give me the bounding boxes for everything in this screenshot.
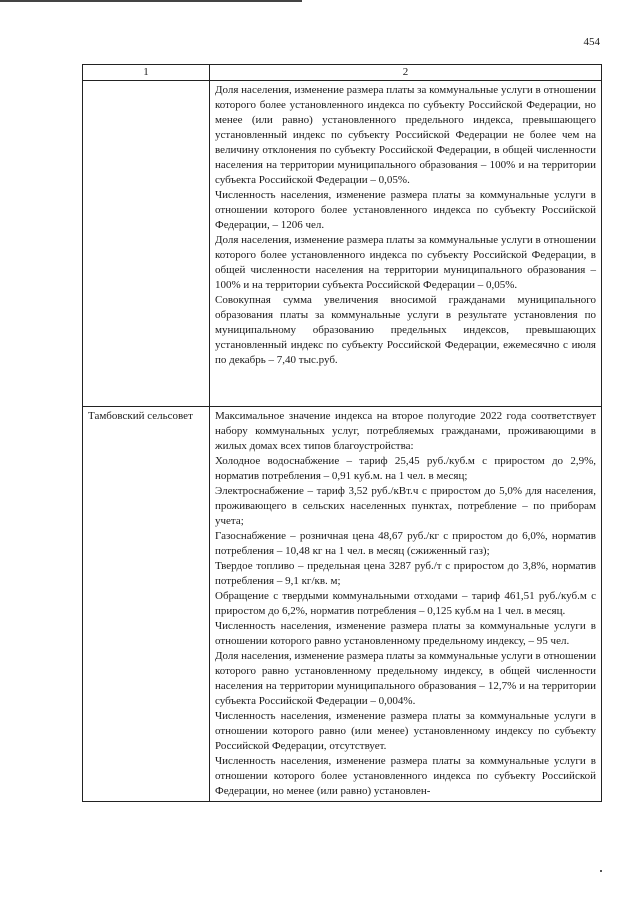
description-cell xyxy=(210,81,602,407)
paragraph: Доля населения, изменение размера платы за коммунальные услуги в отношении которого равно установленному предельному индексу, в общей численности населения на территории муниципального образования – 12,7% и на территории субъекта Российской Федерации – 0,004%. xyxy=(215,650,596,707)
paragraph: Доля населения, изменение размера платы за коммунальные услуги в отношении которого более установленного индекса по субъекту Российской Федерации, в общей численности населения на территории муниципального образования – 100% и на территории субъекта Российской Федерации – 0,05%. xyxy=(215,234,596,291)
column-header-2: 2 xyxy=(210,65,602,81)
top-rule xyxy=(0,0,302,2)
table-row xyxy=(83,81,602,407)
paragraph: Доля населения, изменение размера платы за коммунальные услуги в отношении которого более установленного индекса по субъекту Российской Федерации, но менее (или равно) установленного предельного индекса, превышающего установленный индекс по субъекту Российской Федерации не более чем на величину отклонения по субъекту Российской Федерации, в общей численности населения на территории муниципального образования – 100% и на территории субъекта Российской Федерации – 0,05%. xyxy=(215,84,596,186)
paragraph: Обращение с твердыми коммунальными отходами – тариф 461,51 руб./куб.м с приростом до 6,2%, норматив потребления – 0,125 куб.м на 1 чел. в месяц. xyxy=(215,590,596,617)
paragraph: Совокупная сумма увеличения вносимой гражданами муниципального образования платы за коммунальные услуги в результате установления по муниципальному образованию предельных индексов, превышающих установленный индекс по субъекту Российской Федерации, ежемесячно с июля по декабрь – 7,40 тыс.руб. xyxy=(215,294,596,366)
paragraph: Максимальное значение индекса на второе полугодие 2022 года соответствует набору коммунальных услуг, потребляемых гражданами, проживающими в жилых домах всех типов благоустройства: xyxy=(215,410,596,452)
paragraph: Твердое топливо – предельная цена 3287 руб./т с приростом до 3,8%, норматив потребления – 9,1 кг/кв. м; xyxy=(215,560,596,587)
data-table xyxy=(82,64,602,802)
table-row xyxy=(83,407,602,802)
paragraph: Численность населения, изменение размера платы за коммунальные услуги в отношении которого более установленного индекса по субъекту Российской Федерации, – 1206 чел. xyxy=(215,189,596,231)
paragraph: Численность населения, изменение размера платы за коммунальные услуги в отношении которого равно (или менее) установленному индексу по субъекту Российской Федерации, отсутствует. xyxy=(215,710,596,752)
paragraph: Электроснабжение – тариф 3,52 руб./кВт.ч с приростом до 5,0% для населения, проживающего в сельских населенных пунктах, потребление – по приборам учета; xyxy=(215,485,596,527)
description-cell xyxy=(210,407,602,802)
region-cell: Тамбовский сельсовет xyxy=(83,407,210,802)
paragraph: Газоснабжение – розничная цена 48,67 руб./кг с приростом до 6,0%, норматив потребления – 10,48 кг на 1 чел. в месяц (сжиженный газ); xyxy=(215,530,596,557)
region-cell xyxy=(83,81,210,407)
page-number: 454 xyxy=(583,36,600,48)
paragraph: Холодное водоснабжение – тариф 25,45 руб./куб.м с приростом до 2,9%, норматив потребления – 0,91 куб.м. на 1 чел. в месяц; xyxy=(215,455,596,482)
table-header-row xyxy=(83,65,602,81)
paragraph: Численность населения, изменение размера платы за коммунальные услуги в отношении которого равно установленному предельному индексу, – 95 чел. xyxy=(215,620,596,647)
paragraph: Численность населения, изменение размера платы за коммунальные услуги в отношении которого более установленного индекса по субъекту Российской Федерации, но менее (или равно) установлен- xyxy=(215,755,596,797)
column-header-1: 1 xyxy=(83,65,210,81)
scan-speck xyxy=(600,870,602,872)
